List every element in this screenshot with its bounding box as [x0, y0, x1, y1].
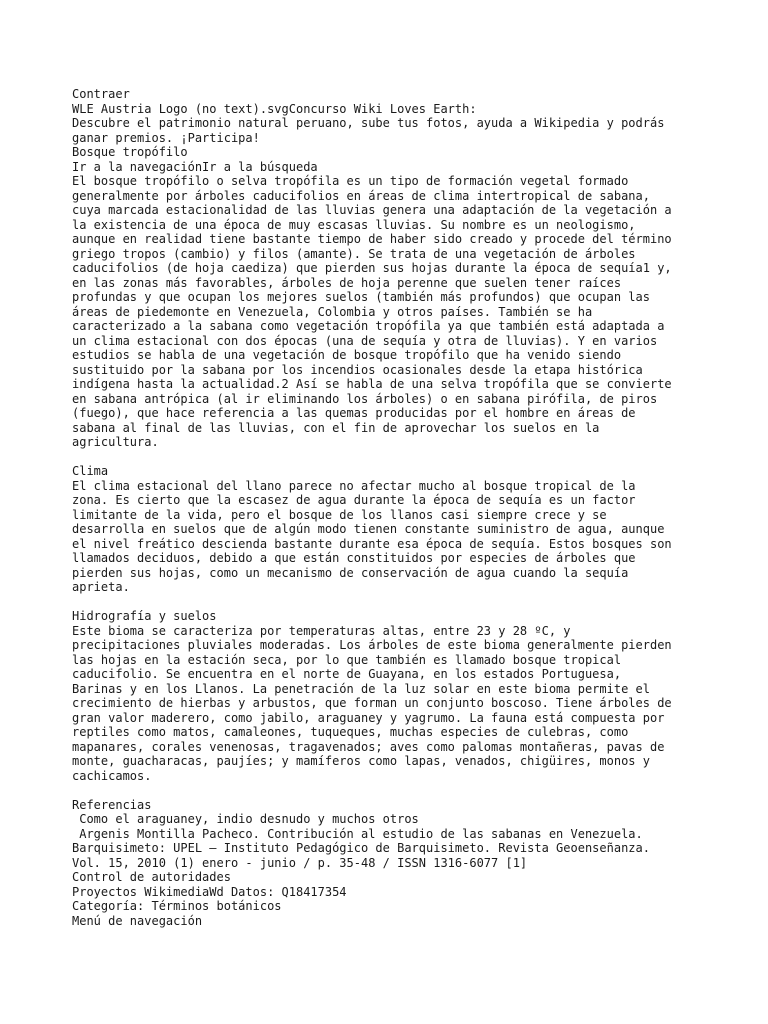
- hidro-line: reptiles como matos, camaleones, tuqueques, muchas especies de culebras, como: [72, 725, 629, 739]
- clima-line: desarrolla en suelos que de algún modo tienen constante suministro de agua, aunque: [72, 522, 665, 536]
- intro-line: generalmente por árboles caducifolios en áreas de clima intertropical de sabana,: [72, 188, 650, 203]
- clima-line: El clima estacional del llano parece no afectar mucho al bosque tropical de la: [72, 478, 636, 493]
- intro-line: aunque en realidad tiene bastante tiempo de haber sido creado y procede del término: [72, 232, 672, 246]
- spacer: [72, 595, 712, 610]
- intro-line: sabana al final de las lluvias, con el fin de aprovechar los suelos en la: [72, 420, 600, 435]
- clima-paragraph: [72, 479, 712, 595]
- intro-paragraph: [72, 174, 712, 450]
- intro-line: la existencia de una época de muy escasas lluvias. Su nombre es un neologismo,: [72, 217, 636, 232]
- authority-control-link[interactable]: Control de autoridades: [72, 870, 231, 884]
- intro-line: estudios se habla de una vegetación de bosque tropófilo que ha venido siendo: [72, 348, 622, 362]
- intro-line: griego tropos (cambio) y filos (amante). Se trata de una vegetación de árboles: [72, 246, 636, 261]
- intro-line: en sabana antrópica (al ir eliminando los árboles) o en sabana pirófila, de piros: [72, 391, 658, 406]
- hidro-line: las hojas en la estación seca, por lo que también es llamado bosque tropical: [72, 652, 622, 667]
- hidro-line: Este bioma se caracteriza por temperaturas altas, entre 23 y 28 ºC, y: [72, 623, 571, 638]
- refs-heading: Referencias: [72, 797, 152, 812]
- intro-line: cuya marcada estacionalidad de las lluvias genera una adaptación de la vegetación a: [72, 203, 672, 217]
- clima-line: zona. Es cierto que la escasez de agua durante la época de sequía es un factor: [72, 493, 636, 507]
- intro-line: indígena hasta la actualidad.2 Así se habla de una selva tropófila que se convierte: [72, 377, 672, 391]
- intro-line: caracterizado a la sabana como vegetación tropófila ya que también está adaptada a: [72, 319, 665, 333]
- nav-menu-heading: Menú de navegación: [72, 913, 203, 928]
- intro-line: (fuego), que hace referencia a las quemas producidas por el hombre en áreas de: [72, 406, 636, 420]
- hidro-line: precipitaciones pluviales moderadas. Los árboles de este bioma generalmente pierden: [72, 638, 672, 652]
- clima-line: llamados deciduos, debido a que están constituidos por especies de árboles que: [72, 551, 636, 565]
- hidro-line: gran valor maderero, como jabilo, araguaney y yagrumo. La fauna está compuesta por: [72, 710, 665, 725]
- reference-line: Vol. 15, 2010 (1) enero - junio / p. 35-48 / ISSN 1316-6077 [1]: [72, 855, 528, 870]
- intro-line: caducifolios (de hoja caediza) que pierden sus hojas durante la época de sequía1 y,: [72, 261, 672, 275]
- category-link[interactable]: Categoría: Términos botánicos: [72, 899, 282, 913]
- intro-line: agricultura.: [72, 435, 159, 449]
- page-title: Bosque tropófilo: [72, 145, 188, 159]
- collapse-link[interactable]: Contraer: [72, 87, 130, 101]
- clima-heading: Clima: [72, 464, 109, 478]
- document-page: [72, 87, 712, 928]
- clima-line: aprieta.: [72, 580, 130, 594]
- intro-line: El bosque tropófilo o selva tropófila es un tipo de formación vegetal formado: [72, 174, 629, 188]
- spacer: [72, 783, 712, 798]
- spacer: [72, 450, 712, 465]
- hidro-line: crecimiento de hierbas y arbustos, que forman un conjunto boscoso. Tiene árboles de: [72, 696, 672, 710]
- hidro-line: mapanares, corales venenosas, tragavenados; aves como palomas montañeras, pavas de: [72, 739, 665, 754]
- banner-line-3[interactable]: ganar premios. ¡Participa!: [72, 130, 260, 145]
- intro-line: áreas de piedemonte en Venezuela, Colombia y otros países. También se ha: [72, 304, 593, 319]
- clima-line: pierden sus hojas, como un mecanismo de conservación de agua cuando la sequía: [72, 565, 629, 580]
- hidro-line: cachicamos.: [72, 768, 152, 783]
- banner-line-1[interactable]: WLE Austria Logo (no text).svgConcurso Wiki Loves Earth:: [72, 101, 477, 116]
- reference-line: Como el araguaney, indio desnudo y muchos otros: [72, 812, 419, 826]
- intro-line: un clima estacional con dos épocas (una de sequía y otra de lluvias). Y en varios: [72, 333, 658, 348]
- intro-line: en las zonas más favorables, árboles de hoja perenne que suelen tener raíces: [72, 275, 622, 290]
- banner-line-2: Descubre el patrimonio natural peruano, sube tus fotos, ayuda a Wikipedia y podrás: [72, 116, 665, 130]
- refs-list: [72, 812, 712, 870]
- reference-line: Argenis Montilla Pacheco. Contribución al estudio de las sabanas en Venezuela.: [72, 826, 643, 841]
- intro-line: profundas y que ocupan los mejores suelos (también más profundos) que ocupan las: [72, 290, 650, 304]
- intro-line: sustituido por la sabana por los incendios ocasionales desde la etapa histórica: [72, 362, 643, 377]
- hidro-paragraph: [72, 624, 712, 784]
- jump-links[interactable]: Ir a la navegaciónIr a la búsqueda: [72, 159, 318, 174]
- hidro-heading: Hidrografía y suelos: [72, 609, 217, 623]
- hidro-line: monte, guacharacas, paujíes; y mamíferos como lapas, venados, chigüires, monos y: [72, 754, 650, 768]
- wikimedia-projects-link[interactable]: Proyectos WikimediaWd Datos: Q18417354: [72, 884, 347, 899]
- clima-line: el nivel freático descienda bastante durante esa época de sequía. Estos bosques son: [72, 536, 672, 551]
- reference-line: Barquisimeto: UPEL – Instituto Pedagógico de Barquisimeto. Revista Geoenseñanza.: [72, 841, 650, 855]
- clima-line: limitante de la vida, pero el bosque de los llanos casi siempre crece y se: [72, 507, 607, 522]
- hidro-line: Barinas y en los Llanos. La penetración de la luz solar en este bioma permite el: [72, 681, 650, 696]
- hidro-line: caducifolio. Se encuentra en el norte de Guayana, en los estados Portuguesa,: [72, 667, 622, 681]
